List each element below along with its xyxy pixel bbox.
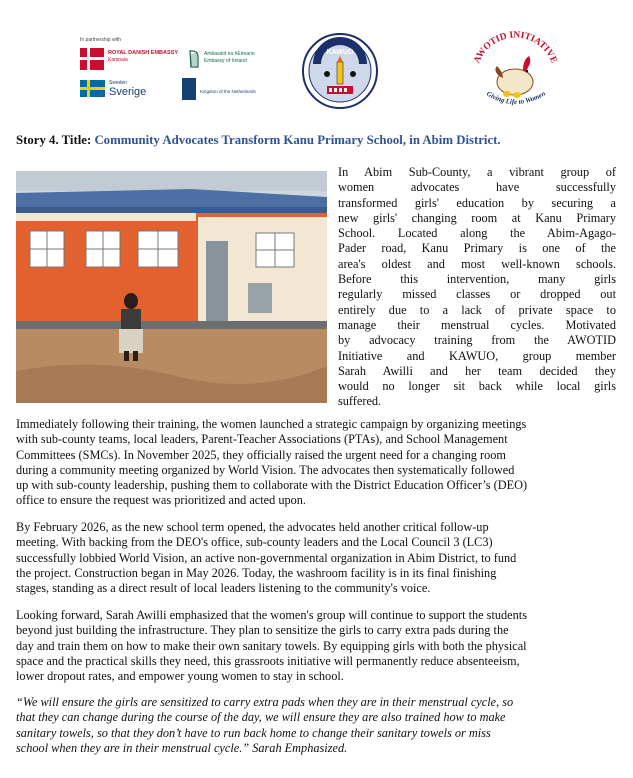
text-line: Looking forward, Sarah Awilli emphasized that the women's group will continue to support the students (16, 608, 527, 622)
sarah-quote (16, 695, 617, 756)
text-line: during a community meeting organized by World Vision. The advocates then systematically followed (16, 462, 515, 477)
text-line: office to ensure the request was prioritized and acted upon. (16, 493, 307, 508)
ireland-embassy-english: Embassy of Ireland (204, 58, 247, 64)
text-line: By February 2026, as the new school term opened, the advocates held another critical follow-up (16, 520, 489, 534)
sweden-flag-icon (80, 80, 105, 97)
awotid-logo-name: AWOTID INITIATIVE (472, 30, 559, 65)
text-line: successfully lobbied World Vision, an active non-governmental organization in Abim District, to fund (16, 550, 517, 565)
text-line: Before this intervention, many girls (338, 272, 616, 287)
quote-line: school when they are in their menstrual cycle.” Sarah Emphasized. (16, 740, 348, 755)
denmark-flag-icon (80, 48, 104, 70)
ireland-harp-icon (188, 49, 200, 69)
text-line: entirely due to a lack of private space to (338, 302, 616, 317)
text-line: manage their menstrual cycles. Motivated (338, 317, 616, 332)
svg-text:AWOTID INITIATIVE (472, 30, 558, 64)
paragraph-intro (338, 165, 616, 410)
sweden-big-text: Sverige (109, 86, 147, 98)
school-building-photo (16, 171, 327, 403)
netherlands-crest-icon (182, 78, 196, 100)
text-line: meeting. With backing from the DEO's office, sub-county leaders and the Local Council 3 (LC3) (16, 535, 493, 550)
awotid-logo (463, 24, 568, 119)
text-line: transformed girls' education by securing a (338, 195, 616, 210)
quote-line: “We will ensure the girls are sensitized to carry extra pads when they are in their menstrual cycle, so (16, 695, 514, 709)
denmark-embassy-city: Kampala (108, 57, 128, 63)
story-heading (16, 133, 501, 148)
quote-line: sanitary towels, so that they don’t have to run back home to change their sanitary towels or miss (16, 725, 491, 740)
text-line: suffered. (338, 394, 382, 409)
text-line: Committees (SMCs). In November 2025, they officially raised the urgent need for a changing room (16, 447, 506, 462)
denmark-embassy-name: ROYAL DANISH EMBASSY (108, 50, 178, 56)
text-line: area's oldest and most well-known schools. (338, 256, 616, 271)
text-line: beyond just building the infrastructure. They plan to sensitize the girls to carry extra pads during the (16, 623, 509, 638)
text-line: regularly missed classes or dropped out (338, 287, 616, 302)
kawuo-logo (301, 32, 379, 110)
text-line: new girls' changing room at Kanu Primary (338, 210, 616, 225)
paragraph-campaign (16, 417, 617, 509)
text-line: day and train them on how to make their own sanitary towels. By equipping girls with both the physical (16, 638, 527, 653)
text-line: the project. Construction began in May 2026. Today, the washroom facility is in its final finishing (16, 565, 497, 580)
text-line: women advocates have successfully (338, 180, 616, 195)
ireland-embassy-irish: Ambasáid na hÉireann (204, 51, 255, 57)
text-line: up with sub-county leadership, pushing them to collaborate with the District Education Officer’s (DEO) (16, 478, 528, 493)
partner-logos-header (0, 0, 633, 120)
text-line: In Abim Sub-County, a vibrant group of (338, 165, 616, 179)
story-title: Community Advocates Transform Kanu Primary School, in Abim District. (94, 133, 501, 147)
text-line: School. Located along the Abim-Agago- (338, 226, 616, 241)
paragraph-funding (16, 520, 617, 596)
quote-line: that they can change during the course of the day, we will ensure they are also trained how to make (16, 710, 506, 725)
text-line: space and the practical skills they need, this grassroots initiative will permanently reduce absenteeism, (16, 653, 520, 668)
text-line: Initiative and KAWUO, group member (338, 348, 616, 363)
paragraph-future (16, 608, 617, 684)
text-line: Pader road, Kanu Primary is one of the (338, 241, 616, 256)
partner-intro-text: In partnership with (80, 37, 121, 43)
text-line: by advocacy training from the AWOTID (338, 333, 616, 348)
story-label: Story 4. Title: (16, 133, 95, 147)
text-line: Immediately following their training, the women launched a strategic campaign by organizing meetings (16, 417, 527, 431)
text-line: with sub-county teams, local leaders, Parent-Teacher Associations (PTAs), and School Management (16, 432, 508, 447)
text-line: Sarah Awilli and her team decided they (338, 363, 616, 378)
donor-logos (80, 37, 256, 107)
awotid-logo-tagline: Giving Life to Women (485, 89, 547, 107)
sweden-small-text: Sweden (109, 80, 128, 86)
text-line: would no longer sit back while local girls (338, 379, 616, 394)
netherlands-name: Kingdom of the Netherlands (200, 89, 256, 94)
text-line: lower dropout rates, and empower young women to stay in school. (16, 669, 344, 684)
text-line: stages, standing as a direct result of local leaders listening to the community's voice. (16, 581, 431, 596)
kawuo-logo-text: KAWUO (326, 49, 354, 56)
